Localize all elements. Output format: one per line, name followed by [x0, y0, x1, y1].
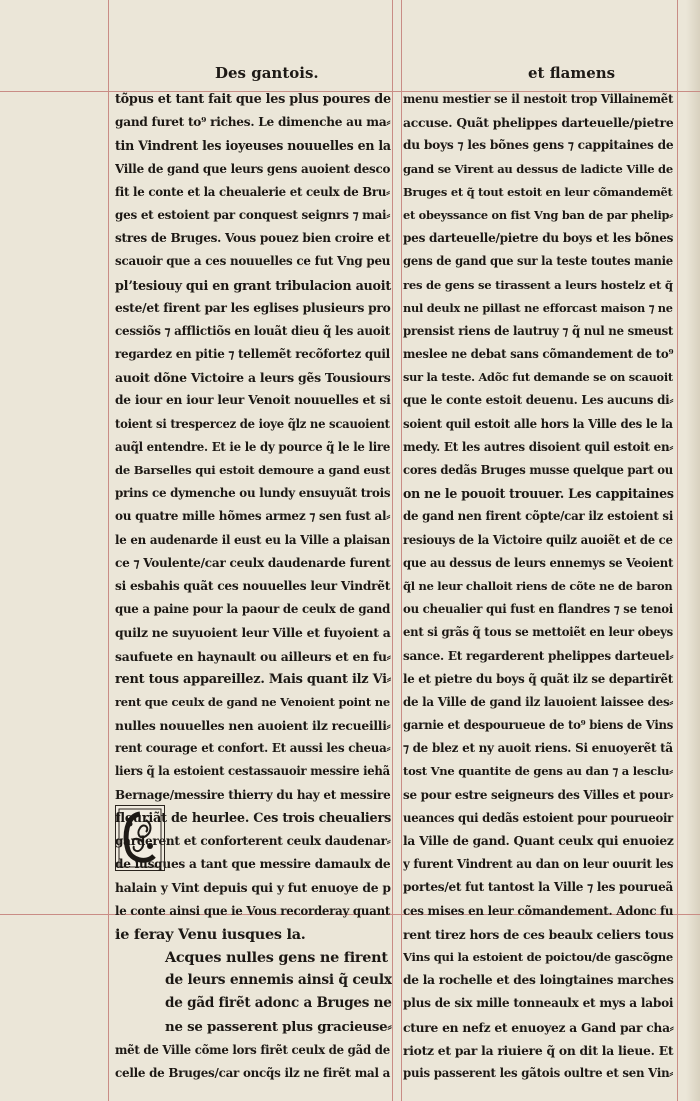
text-line: ou quatre mille hõmes armez ⁊ sen fust al⸗: [115, 509, 391, 524]
text-line-indented: de leurs ennemis ainsi q̃ ceulx: [165, 972, 392, 989]
ruling-line: [392, 0, 393, 1101]
text-line: scauoir que a ces nouuelles ce fut Vng peu: [115, 254, 391, 269]
text-line: garderent et conforterent ceulx daudenar⸗: [115, 834, 391, 848]
text-line: du boys ⁊ les bõnes gens ⁊ cappitaines de: [403, 138, 674, 153]
text-column-right: [403, 88, 675, 1085]
text-line: halain y Vint depuis qui y fut enuoye de p: [115, 880, 391, 896]
text-line: puis passerent les gãtois oultre et sen Vin⸗: [403, 1065, 674, 1080]
text-line: res de gens se tirassent a leurs hostelz et q̃: [403, 277, 673, 292]
text-line: pes darteuelle/pietre du boys et les bõnes: [403, 231, 674, 246]
text-line: resiouys de la Victoire quilz auoiẽt et de ce: [403, 532, 673, 547]
text-line: cessiõs ⁊ afflictiõs en louãt dieu q̃ les auoit: [115, 323, 391, 338]
text-line: gand se Virent au dessus de ladicte Ville de: [403, 161, 673, 176]
text-line: soient quil estoit alle hors la Ville des le la: [403, 416, 673, 431]
text-line: liers q̃ la estoient cestassauoir messire iehã: [115, 764, 390, 779]
text-line: sance. Et regarderent phelippes darteuel⸗: [403, 648, 674, 663]
text-line: portes/et fut tantost la Ville ⁊ les pourueã: [403, 880, 674, 895]
text-line: celle de Bruges/car oncq̃s ilz ne firẽt mal a: [115, 1065, 391, 1080]
text-line: auoit dõne Victoire a leurs gẽs Tousiours: [115, 370, 391, 386]
running-head-right: et flamens: [528, 64, 616, 82]
text-line: saufuete en haynault ou ailleurs et en fu⸗: [115, 648, 391, 664]
text-line: que au dessus de leurs ennemys se Veoient: [403, 555, 674, 570]
text-line: rent courage et confort. Et aussi les cheua⸗: [115, 741, 391, 756]
text-line-indented: ne se passerent plus gracieuse⸗: [165, 1018, 392, 1035]
text-line: regardez en pitie ⁊ tellemẽt recõfortez quil: [115, 347, 390, 362]
text-line: que le conte estoit deuenu. Les aucuns di⸗: [403, 393, 674, 408]
text-line: que a paine pour la paour de ceulx de gand: [115, 602, 391, 617]
text-line: q̃l ne leur challoit riens de cõte ne de baron: [403, 578, 673, 593]
text-line: toient si trespercez de ioye q̃lz ne scauoient: [115, 416, 390, 431]
text-line: Bruges et q̃ tout estoit en leur cõmandemẽt: [403, 184, 673, 199]
text-line: et obeyssance on fist Vng ban de par phelip⸗: [403, 207, 673, 222]
text-line: le en audenarde il eust eu la Ville a plaisan: [115, 532, 390, 547]
text-line: de iusques a tant que messire damaulx de: [115, 857, 391, 872]
text-line: medy. Et les autres disoient quil estoit en⸗: [403, 439, 674, 454]
text-line: riotz et par la riuiere q̃ on dit la lieue. Et: [403, 1042, 674, 1058]
text-line: ⁊ de blez et ny auoit riens. Si enuoyerẽt tã: [403, 741, 673, 756]
text-line: plʼtesiouy qui en grant tribulacion auoit: [115, 277, 391, 293]
text-line: prensist riens de lautruy ⁊ q̃ nul ne smeust: [403, 323, 674, 338]
text-line: y furent Vindrent au dan on leur ouurit les: [403, 857, 674, 872]
text-line-indented: de gãd firẽt adonc a Bruges ne: [165, 995, 392, 1012]
text-line: rent que ceulx de gand ne Venoient point ne: [115, 694, 390, 709]
text-line: auq̃l entendre. Et ie le dy pource q̃ le le lire: [115, 439, 391, 454]
text-line: gens de gand que sur la teste toutes manie: [403, 254, 673, 269]
text-line: Vins qui la estoient de poictou/de gascõgne: [403, 949, 673, 964]
text-line: plus de six mille tonneaulx et mys a laboi: [403, 996, 674, 1011]
text-line: nulles nouuelles nen auoient ilz recueilli⸗: [115, 718, 391, 734]
text-line: cores dedãs Bruges musse quelque part ou: [403, 463, 673, 477]
text-line: prins ce dymenche ou lundy ensuyuãt trois: [115, 486, 391, 501]
text-line: nul deulx ne pillast ne efforcast maison ⁊ ne: [403, 300, 673, 315]
text-line: la Ville de gand. Quant ceulx qui enuoiez: [403, 834, 674, 848]
text-line: Ville de gand que leurs gens auoient desco: [115, 161, 391, 176]
text-line: menu mestier se il nestoit trop Villainemẽt: [403, 92, 674, 106]
text-line: si esbahis quãt ces nouuelles leur Vindrẽt: [115, 578, 391, 593]
text-line: le conte ainsi que ie Vous recorderay quant: [115, 903, 391, 918]
text-line: sur la teste. Adõc fut demande se on scauoit: [403, 370, 673, 385]
text-line: se pour estre seigneurs des Villes et pour⸗: [403, 787, 674, 802]
text-line: de la rochelle et des loingtaines marches: [403, 973, 674, 988]
ruling-line: [401, 0, 402, 1101]
running-head-left: Des gantois.: [215, 64, 319, 82]
text-line: ges et estoient par conquest seignrs ⁊ mai⸗: [115, 207, 391, 222]
text-line: fleuriãt de heurlee. Ces trois cheualiers: [115, 810, 391, 826]
text-line: quilz ne suyuoient leur Ville et fuyoient a: [115, 625, 391, 641]
text-line: meslee ne debat sans cõmandement de to⁹: [403, 347, 674, 362]
text-line: ou cheualier qui fust en flandres ⁊ se tenoi: [403, 602, 674, 617]
text-line: este/et firent par les eglises plusieurs pro: [115, 300, 391, 315]
text-line-indented: Acques nulles gens ne firent: [165, 948, 388, 966]
text-line: garnie et despourueue de to⁹ biens de Vins: [403, 718, 674, 733]
text-line: de iour en iour leur Venoit nouuelles et si: [115, 393, 391, 408]
text-line: ie feray Venu iusques la.: [115, 925, 306, 943]
text-line: ueances qui dedãs estoient pour pourueoir: [403, 810, 674, 825]
text-line: on ne le pouoit trouuer. Les cappitaines: [403, 486, 674, 502]
page-edge-shadow: [686, 0, 700, 1101]
text-line: rent tirez hors de ces beaulx celiers tous: [403, 926, 674, 942]
text-line: cture en nefz et enuoyez a Gand par cha⸗: [403, 1019, 674, 1035]
text-line: tin Vindrent les ioyeuses nouuelles en la: [115, 138, 391, 154]
text-line: mẽt de Ville cõme lors firẽt ceulx de gãd de: [115, 1042, 390, 1057]
text-line: ces mises en leur cõmandement. Adonc fu: [403, 903, 674, 918]
text-line: de la Ville de gand ilz lauoient laissee des⸗: [403, 694, 674, 709]
text-line: fit le conte et la cheualerie et ceulx de Bru⸗: [115, 184, 390, 199]
text-line: gand furet to⁹ riches. Le dimenche au ma⸗: [115, 115, 391, 130]
text-line: le et pietre du boys q̃ quãt ilz se departirẽt: [403, 671, 673, 686]
text-line: tost Vne quantite de gens au dan ⁊ a lesclu⸗: [403, 764, 673, 779]
text-line: ce ⁊ Voulente/car ceulx daudenarde furent: [115, 555, 391, 570]
text-line: rent tous appareillez. Mais quant ilz Vi⸗: [115, 671, 391, 687]
text-line: accuse. Quãt phelippes darteuelle/pietre: [403, 115, 674, 131]
text-line: tõpus et tant fait que les plus poures de: [115, 92, 391, 107]
ruling-line: [677, 0, 678, 1101]
text-line: Bernage/messire thierry du hay et messire: [115, 787, 391, 802]
text-line: de Barselles qui estoit demoure a gand eust: [115, 463, 391, 477]
text-column-left: [115, 88, 392, 1085]
ruling-line: [108, 0, 109, 1101]
text-line: de gand nen firent cõpte/car ilz estoient si: [403, 509, 674, 524]
text-line: stres de Bruges. Vous pouez bien croire et: [115, 231, 391, 246]
text-line: ent si grãs q̃ tous se mettoiẽt en leur obeys: [403, 625, 673, 640]
